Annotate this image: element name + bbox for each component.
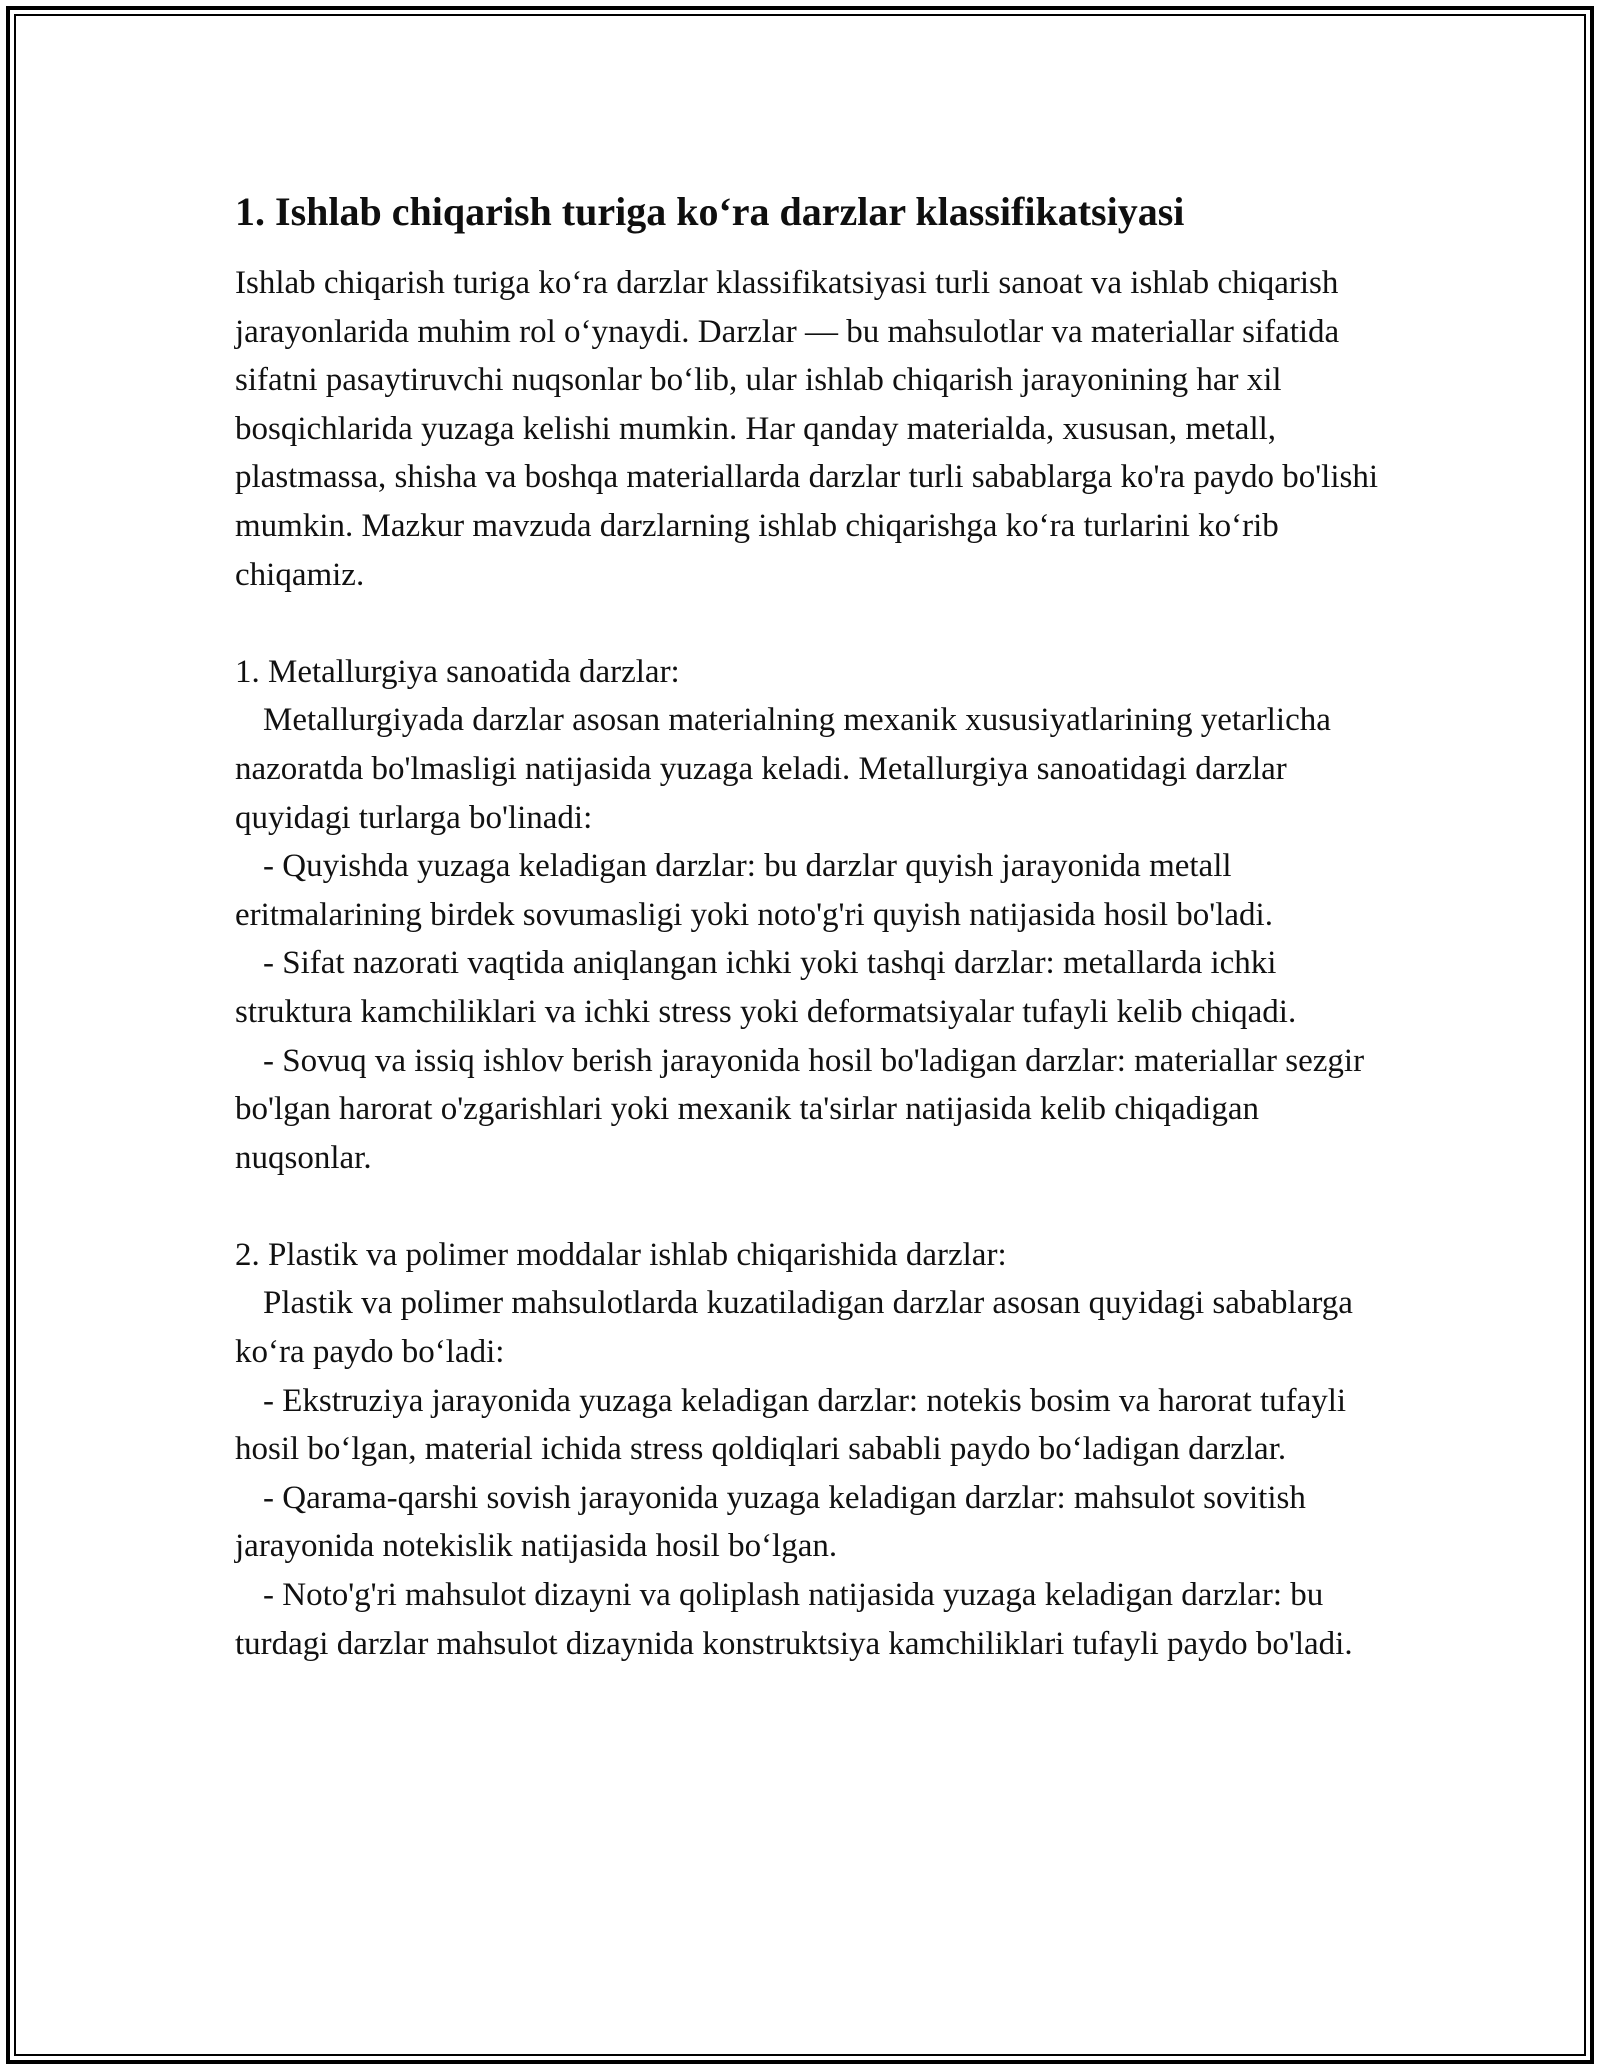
section-metallurgy [235, 648, 1385, 1183]
section-plastics [235, 1231, 1385, 1668]
section-description: Metallurgiyada darzlar asosan materialning mexanik xususiyatlarining yetarlicha nazoratda bo'lmasligi natijasida yuzaga keladi. Metallurgiya sanoatidagi darzlar quyidagi turlarga bo'linadi: [235, 702, 1331, 836]
document-body [235, 188, 1385, 1668]
list-item: - Qarama-qarshi sovish jarayonida yuzaga keladigan darzlar: mahsulot sovitish jarayonida notekislik natijasida hosil bo‘lgan. [235, 1479, 1306, 1565]
list-item: - Noto'g'ri mahsulot dizayni va qoliplash natijasida yuzaga keladigan darzlar: bu turdagi darzlar mahsulot dizaynida konstruktsiya kamchiliklari tufayli paydo bo'ladi. [235, 1577, 1353, 1662]
section-title: 1. Metallurgiya sanoatida darzlar: [235, 653, 680, 690]
section-description: Plastik va polimer mahsulotlarda kuzatiladigan darzlar asosan quyidagi sabablarga ko‘ra paydo bo‘ladi: [235, 1285, 1353, 1371]
list-item: - Quyishda yuzaga keladigan darzlar: bu darzlar quyish jarayonida metall eritmalarining birdek sovumasligi yoki noto'g'ri quyish natijasida hosil bo'ladi. [235, 848, 1273, 933]
document-heading: 1. Ishlab chiqarish turiga ko‘ra darzlar klassifikatsiyasi [235, 189, 1185, 234]
section-title: 2. Plastik va polimer moddalar ishlab chiqarishida darzlar: [235, 1236, 1007, 1273]
list-item: - Ekstruziya jarayonida yuzaga keladigan darzlar: notekis bosim va harorat tufayli hosil bo‘lgan, material ichida stress qoldiqlari sababli paydo bo‘ladigan darzlar. [235, 1382, 1347, 1468]
list-item: - Sovuq va issiq ishlov berish jarayonida hosil bo'ladigan darzlar: materiallar sezgir bo'lgan harorat o'zgarishlari yoki mexanik ta'sirlar natijasida kelib chiqadigan nuqsonlar. [235, 1042, 1365, 1176]
intro-paragraph: Ishlab chiqarish turiga ko‘ra darzlar klassifikatsiyasi turli sanoat va ishlab chiqarish jarayonlarida muhim rol o‘ynaydi. Darzlar — bu mahsulotlar va materiallar sifatida sifatni pasaytiruvchi nuqsonlar bo‘lib, ular ishlab chiqarish jarayonining har xil bosqichlarida yuzaga kelishi mumkin. Har qanday materialda, xususan, metall, plastmassa, shisha va boshqa materiallarda darzlar turli sabablarga ko'ra paydo bo'lishi mumkin. Mazkur mavzuda darzlarning ishlab chiqarishga ko‘ra turlarini ko‘rib chiqamiz. [235, 265, 1379, 593]
list-item: - Sifat nazorati vaqtida aniqlangan ichki yoki tashqi darzlar: metallarda ichki struktura kamchiliklari va ichki stress yoki deformatsiyalar tufayli kelib chiqadi. [235, 945, 1297, 1030]
